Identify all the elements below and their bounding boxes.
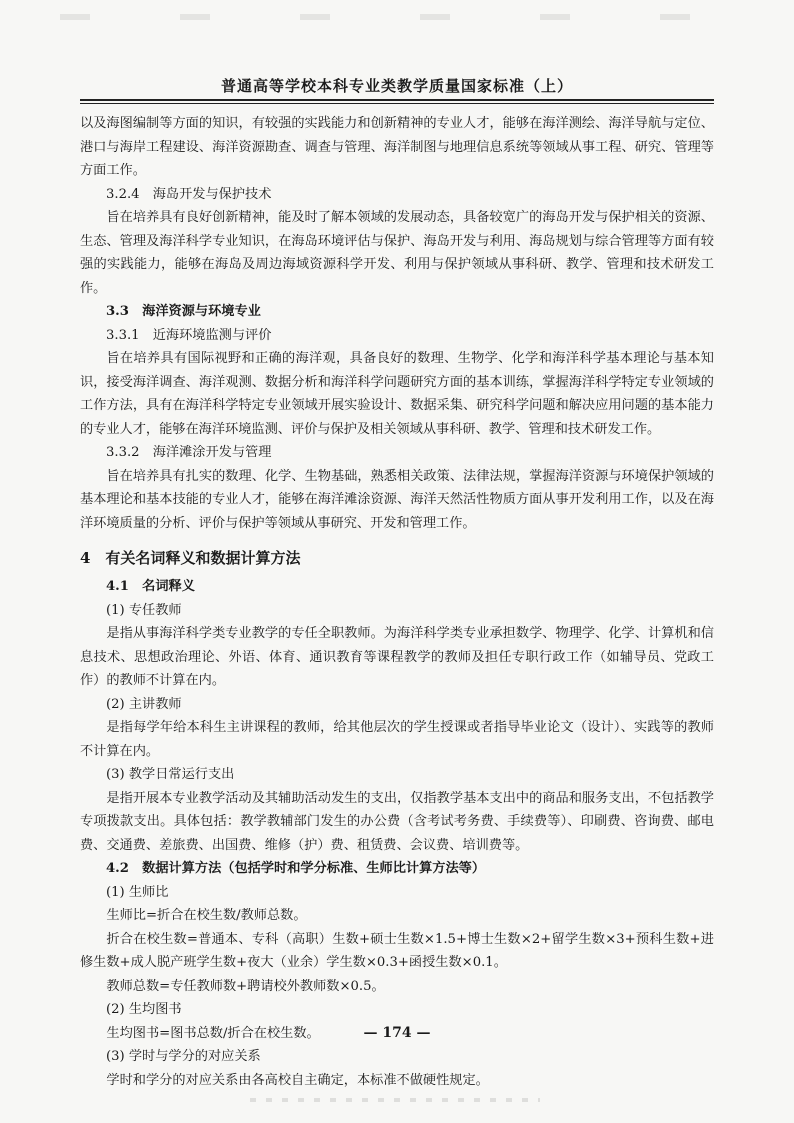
header-rule-thin [80,103,714,104]
heading-3-2-4: 3.2.4 海岛开发与保护技术 [106,186,272,202]
paragraph-operating-expense: 是指开展本专业教学活动及其辅助活动发生的支出，仅指教学基本支出中的商品和服务支出，不包括教学专项拨款支出。具体包括：教学教辅部门发生的办公费（含考试考务费、手续费等）、印刷费、咨询费、邮电费、交通费、差旅费、出国费、维修（护）费、租赁费、会议费、培训费等。 [80,790,714,853]
formula-ratio: 生师比=折合在校生数/教师总数。 [106,908,307,923]
page-number: — 174 — [363,1025,431,1041]
paragraph-continued: 以及海图编制等方面的知识，有较强的实践能力和创新精神的专业人才，能够在海洋测绘、海洋导航与定位、港口与海岸工程建设、海洋资源勘查、调查与管理、海洋制图与地理信息系统等领域从事工程、研究、管理等方面工作。 [80,116,714,178]
heading-4-2: 4.2 数据计算方法（包括学时和学分标准、生师比计算方法等） [106,861,486,876]
running-header: 普通高等学校本科专业类教学质量国家标准（上） [220,77,573,95]
formula-books: 生均图书=图书总数/折合在校生数。 [106,1025,320,1041]
formula-total-teachers: 教师总数=专任教师数+聘请校外教师数×0.5。 [106,978,385,994]
paragraph-3-3-2: 旨在培养具有扎实的数理、化学、生物基础，熟悉相关政策、法律法规，掌握海洋资源与环境保护领域的基本理论和基本技能的专业人才，能够在海洋滩涂资源、海洋天然活性物质方面从事开发利用工作，以及在海洋环境质量的分析、评价与保护等领域从事研究、开发和管理工作。 [80,468,714,531]
heading-3-3-2: 3.3.2 海洋滩涂开发与管理 [106,445,272,460]
term-student-teacher-ratio: (1) 生师比 [106,884,169,900]
paragraph-hours-credits: 学时和学分的对应关系由各高校自主确定，本标准不做硬性规定。 [106,1072,489,1088]
document-body [80,112,714,1092]
scan-artifact-top [20,14,774,20]
paragraph-3-2-4: 旨在培养具有良好创新精神，能及时了解本领域的发展动态，具备较宽广的海岛开发与保护相关的资源、生态、管理及海洋科学专业知识，在海岛环境评估与保护、海岛开发与利用、海岛规划与综合管理等方面有较强的实践能力，能够在海岛及周边海域资源科学开发、利用与保护领域从事科研、教学、管理和技术研发工作。 [80,210,714,296]
term-hours-credits: (3) 学时与学分的对应关系 [106,1049,261,1064]
scan-artifact-bottom [240,1098,540,1102]
heading-3-3: 3.3 海洋资源与环境专业 [106,304,261,319]
header-rule [80,99,714,101]
formula-equivalent-students: 折合在校生数=普通本、专科（高职）生数+硕士生数×1.5+博士生数×2+留学生数×3+预科生数+进修生数+成人脱产班学生数+夜大（业余）学生数×0.3+函授生数×0.1。 [80,931,714,970]
term-lead-teacher: (2) 主讲教师 [106,696,182,712]
term-full-time-teacher: (1) 专任教师 [106,602,182,618]
term-books-per-student: (2) 生均图书 [106,1002,182,1017]
heading-3-3-1: 3.3.1 近海环境监测与评价 [106,327,272,343]
paragraph-3-3-1: 旨在培养具有国际视野和正确的海洋观，具备良好的数理、生物学、化学和海洋科学基本理论与基本知识，接受海洋调查、海洋观测、数据分析和海洋科学问题研究方面的基本训练，掌握海洋科学特定专业领域的工作方法，具有在海洋科学特定专业领域开展实验设计、数据采集、研究科学问题和解决应用问题的基本能力的专业人才，能够在海洋环境监测、评价与保护及相关领域从事科研、教学、管理和技术研发工作。 [80,351,714,437]
section-heading-4: 4 有关名词释义和数据计算方法 [80,549,301,567]
term-operating-expense: (3) 教学日常运行支出 [106,767,235,782]
heading-4-1: 4.1 名词释义 [106,579,195,594]
paragraph-full-time-teacher: 是指从事海洋科学类专业教学的专任全职教师。为海洋科学类专业承担数学、物理学、化学、计算机和信息技术、思想政治理论、外语、体育、通识教育等课程教学的教师及担任专职行政工作（如辅导员、党政工作）的教师不计算在内。 [80,626,714,688]
paragraph-lead-teacher: 是指每学年给本科生主讲课程的教师，给其他层次的学生授课或者指导毕业论文（设计）、实践等的教师不计算在内。 [80,720,714,759]
